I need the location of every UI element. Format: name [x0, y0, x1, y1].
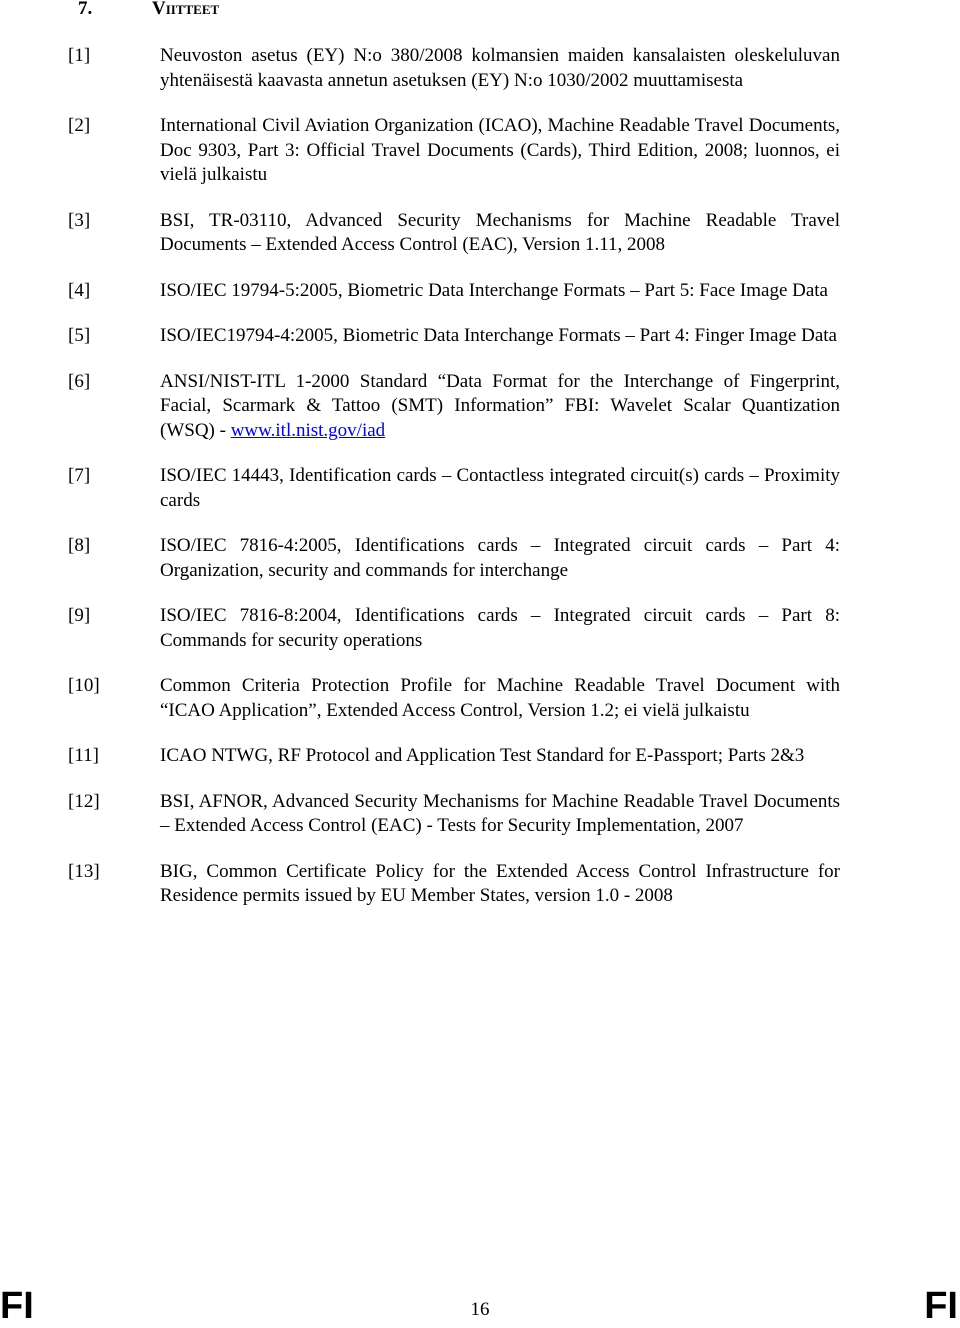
reference-label: [1] [68, 45, 91, 66]
reference-label: [11] [68, 745, 99, 766]
reference-item [68, 114, 840, 188]
reference-label: [5] [68, 325, 91, 346]
reference-label: [7] [68, 465, 91, 486]
reference-item [68, 209, 840, 258]
reference-item [68, 370, 840, 444]
reference-label: [10] [68, 675, 100, 696]
reference-item [68, 604, 840, 653]
reference-label: [4] [68, 279, 91, 301]
footer-language-right: FI [924, 1285, 958, 1327]
reference-item [68, 324, 840, 349]
reference-text: ISO/IEC 14443, Identification cards – Contactless integrated circuit(s) cards – Proximity cards [160, 465, 840, 511]
reference-list [68, 44, 840, 930]
reference-item [68, 279, 840, 304]
reference-label: [2] [68, 115, 91, 136]
footer-language-left: FI [0, 1285, 34, 1327]
reference-item [68, 860, 840, 909]
page-number: 16 [470, 1299, 490, 1320]
reference-item [68, 534, 840, 583]
reference-item [68, 674, 840, 723]
reference-label: [9] [68, 605, 91, 626]
reference-label: [12] [68, 790, 100, 812]
reference-item [68, 744, 840, 769]
reference-text: Common Criteria Protection Profile for Machine Readable Travel Document with “ICAO Application”, Extended Access Control, Version 1.2; ei vielä julkaistu [160, 675, 840, 721]
reference-link[interactable]: www.itl.nist.gov/iad [230, 419, 386, 441]
reference-label: [13] [68, 860, 100, 882]
reference-item [68, 464, 840, 513]
reference-text: BSI, AFNOR, Advanced Security Mechanisms for Machine Readable Travel Documents – Extended Access Control (EAC) - Tests for Security Implementation, 2007 [160, 790, 840, 836]
section-title: Viitteet [152, 0, 220, 19]
reference-text: ISO/IEC 7816-8:2004, Identifications cards – Integrated circuit cards – Part 8: Commands for security operations [160, 605, 840, 651]
reference-label: [8] [68, 535, 91, 556]
reference-text-body: ANSI/NIST-ITL 1-2000 Standard “Data Format for the Interchange of Fingerprint, Facial, Scarmark & Tattoo (SMT) Information” FBI: Wavelet Scalar Quantization (WSQ) - [160, 370, 840, 441]
reference-item [68, 44, 840, 93]
reference-text [160, 370, 840, 444]
section-number: 7. [78, 0, 93, 19]
section-heading [78, 0, 219, 21]
reference-text: ISO/IEC 7816-4:2005, Identifications cards – Integrated circuit cards – Part 4: Organization, security and commands for interchange [160, 535, 840, 581]
reference-text: ISO/IEC19794-4:2005, Biometric Data Interchange Formats – Part 4: Finger Image Data [160, 325, 837, 346]
reference-text: ICAO NTWG, RF Protocol and Application Test Standard for E-Passport; Parts 2&3 [160, 745, 805, 766]
reference-text: Neuvoston asetus (EY) N:o 380/2008 kolmansien maiden kansalaisten oleskeluluvan yhtenäisestä kaavasta annetun asetuksen (EY) N:o 1030/2002 muuttamisesta [160, 45, 840, 91]
reference-label: [6] [68, 370, 91, 392]
reference-text: BSI, TR-03110, Advanced Security Mechanisms for Machine Readable Travel Documents – Extended Access Control (EAC), Version 1.11, 2008 [160, 209, 840, 255]
reference-text: International Civil Aviation Organization (ICAO), Machine Readable Travel Documents, Doc 9303, Part 3: Official Travel Documents (Cards), Third Edition, 2008; luonnos, ei vielä julkaistu [160, 115, 840, 185]
reference-text: BIG, Common Certificate Policy for the Extended Access Control Infrastructure for Residence permits issued by EU Member States, version 1.0 - 2008 [160, 860, 840, 906]
reference-text: ISO/IEC 19794-5:2005, Biometric Data Interchange Formats – Part 5: Face Image Data [160, 279, 828, 301]
reference-item [68, 790, 840, 839]
reference-label: [3] [68, 209, 91, 231]
